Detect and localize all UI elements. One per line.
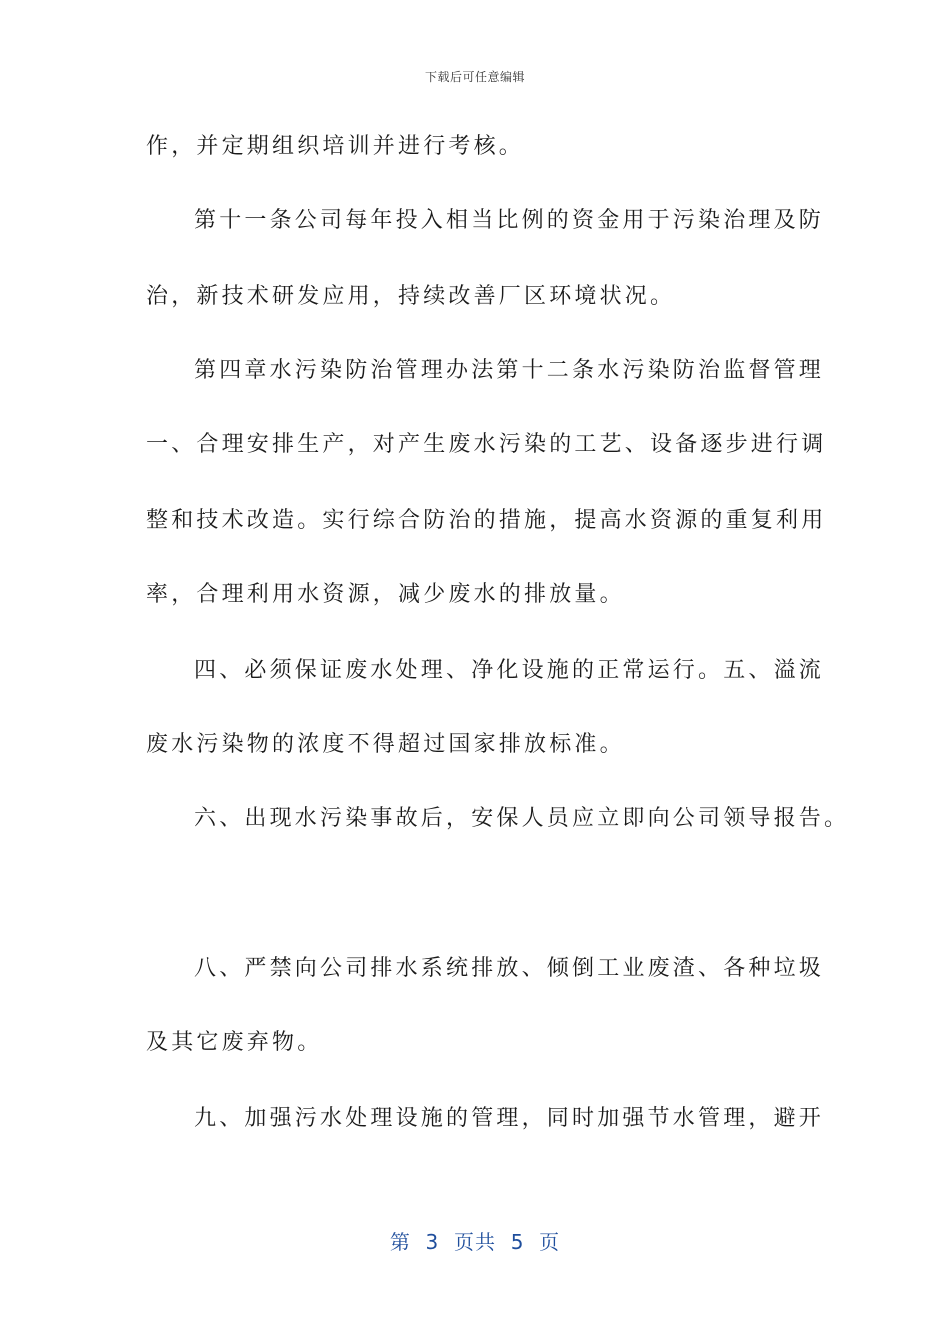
text-line: 九、加强污水处理设施的管理，同时加强节水管理，避开 [194,1106,825,1131]
header-note: 下载后可任意编辑 [424,70,525,84]
text-line: 作，并定期组织培训并进行考核。 [146,134,525,159]
text-line: 第四章水污染防治管理办法第十二条水污染防治监督管理 [194,358,825,383]
text-line: 一、合理安排生产，对产生废水污染的工艺、设备逐步进行调 [146,432,827,457]
text-line: 及其它废弃物。 [146,1030,323,1055]
text-line: 第十一条公司每年投入相当比例的资金用于污染治理及防 [194,208,825,233]
text-line: 废水污染物的浓度不得超过国家排放标准。 [146,732,625,757]
text-line: 八、严禁向公司排水系统排放、倾倒工业废渣、各种垃圾 [194,956,825,981]
text-line: 六、出现水污染事故后，安保人员应立即向公司领导报告。 [194,806,850,831]
page-number: 第 3 页共 5 页 [389,1230,561,1254]
text-line: 治，新技术研发应用，持续改善厂区环境状况。 [146,284,676,309]
text-line: 整和技术改造。实行综合防治的措施，提高水资源的重复利用 [146,508,827,533]
text-line: 率，合理利用水资源，减少废水的排放量。 [146,582,625,607]
text-line: 四、必须保证废水处理、净化设施的正常运行。五、溢流 [194,658,825,683]
